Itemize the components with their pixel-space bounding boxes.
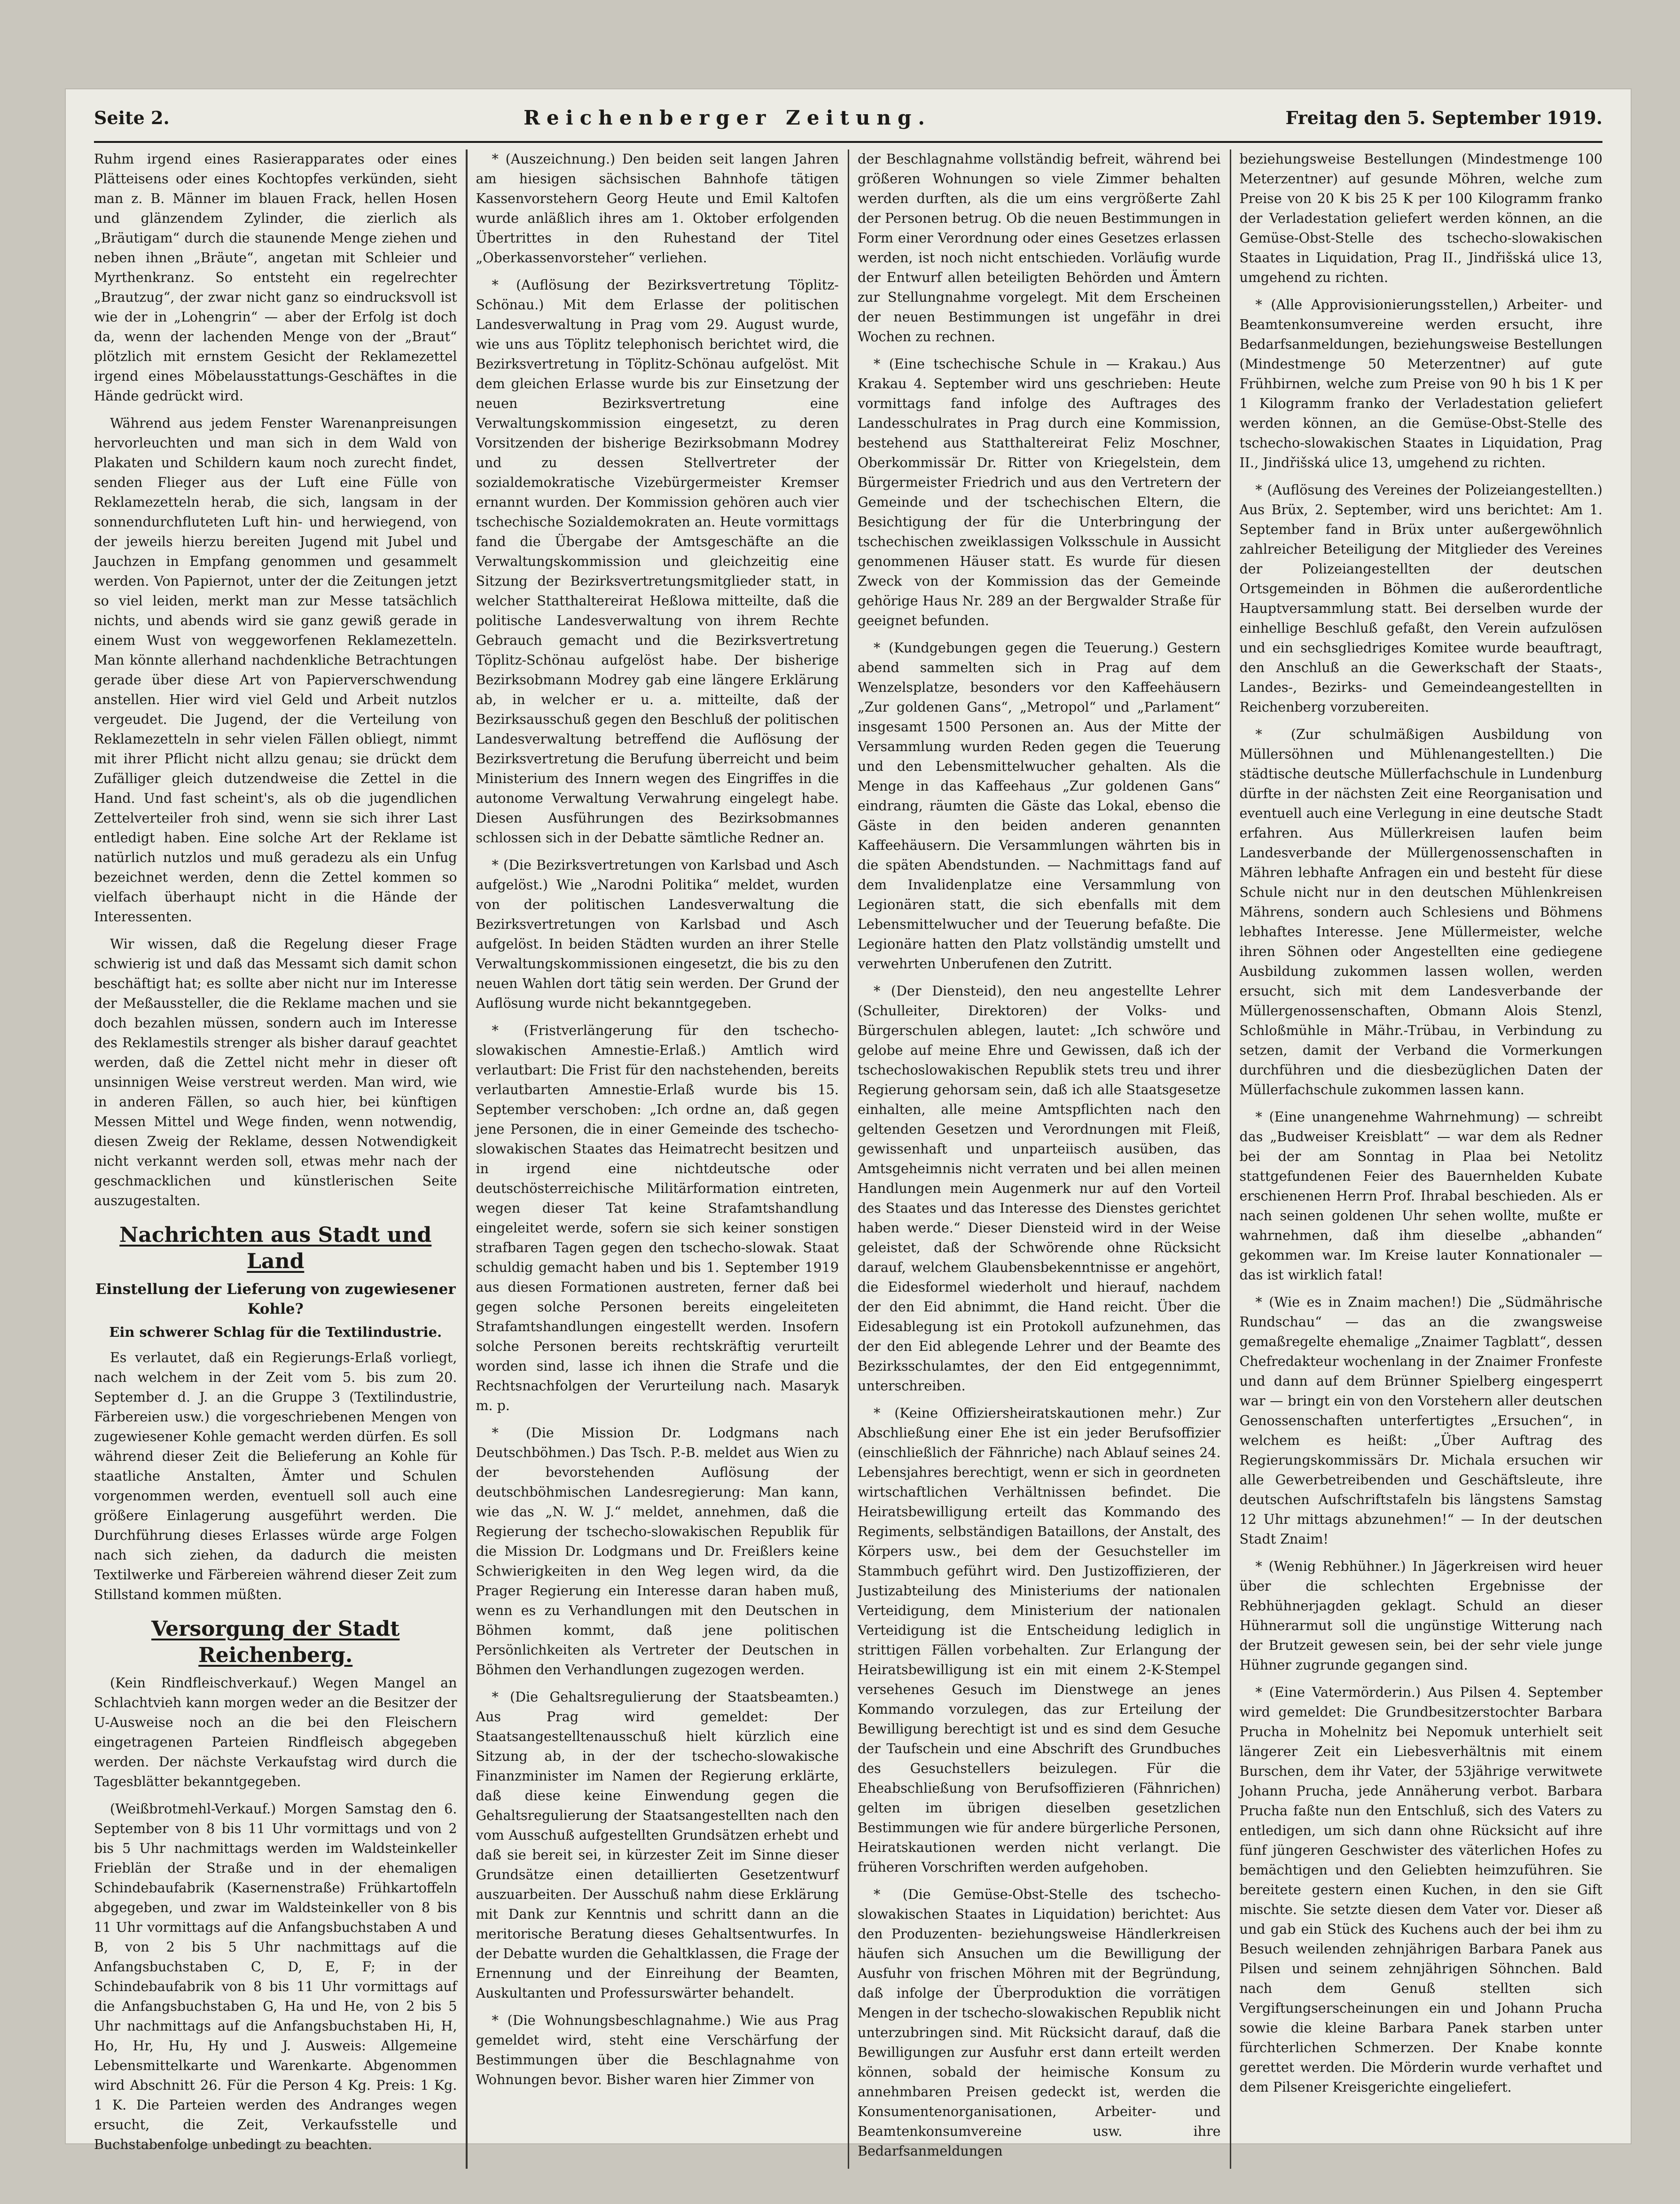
article-paragraph: * (Auflösung des Vereines der Polizeiangestellten.) Aus Brüx, 2. September, wird uns berichtet: Am 1. September fand in Brüx unter außergewöhnlich zahlreicher Beteiligung der Mitglieder des Vereines der Polizeiangestellten der deutschen Ortsgemeinden in Böhmen die außerordentliche Hauptversammlung statt. Bei derselben wurde der einhellige Beschluß gefaßt, den Verein aufzulösen und ein sechsgliedriges Komitee wurde beauftragt, den Anschluß an die Gewerkschaft der Staats-, Landes-, Bezirks- und Gemeindeangestellten in Reichenberg vorzubereiten. (1239, 482, 1602, 715)
article-paragraph: * (Der Diensteid), den neu angestellte Lehrer (Schulleiter, Direktoren) der Volks- und Bürgerschulen ablegen, lautet: „Ich schwöre und gelobe auf meine Ehre und Gewissen, daß ich der tschechoslowakischen Republik stets treu und ihrer Regierung gehorsam sein, daß ich alle Staatsgesetze einhalten, alle meine Amtspflichten nach den geltenden Gesetzen und Verordnungen mit Fleiß, gewissenhaft und unparteiisch ausüben, das Amtsgeheimnis nicht verraten und bei allen meinen Handlungen mein Augenmerk nur auf den Vorteil des Staates und das Interesse des Dienstes gerichtet haben werde.“ Dieser Diensteid wird in der Weise geleistet, daß der Schwörende ohne Rücksicht darauf, welchem Glaubensbekenntnisse er angehört, die Eidesformel wiederholt und hierauf, nachdem der den Eid abnimmt, die Hand reicht. Über die Eidesablegung ist ein Protokoll aufzunehmen, das der den Eid ablegende Lehrer und der Beamte des Bezirksschulamtes, der den Eid entgegennimmt, unterschreiben. (858, 983, 1221, 1394)
section-heading: Nachrichten aus Stadt und Land (119, 1223, 432, 1273)
column-1 (94, 149, 457, 2169)
article-paragraph: * (Keine Offiziersheiratskautionen mehr.) Zur Abschließung einer Ehe ist ein jeder Berufsoffizier (einschließlich der Fähnriche) nach Ablauf seines 24. Lebensjahres berechtigt, wenn er sich in geordneten wirtschaftlichen Verhältnissen befindet. Die Heiratsbewilligung erteilt das Kommando des Regiments, selbständigen Bataillons, der Anstalt, des Körpers usw., bei dem der Gesuchsteller im Stammbuch geführt wird. Den Justizoffizieren, der Justizabteilung des Ministeriums der nationalen Verteidigung, dem Ministerium der nationalen Verteidigung ist die Entscheidung lediglich in strittigen Fällen vorbehalten. Zur Erlangung der Heiratsbewilligung ist ein mit einem 2-K-Stempel versehenes Gesuch im Dienstwege an jenes Kommando vorzulegen, das zur Erteilung der Bewilligung berechtigt ist und es sind dem Gesuche der Taufschein und eine Abschrift des Grundbuches des Gesuchstellers beizulegen. Für die Eheabschließung von Berufsoffizieren (Fähnrichen) gelten im übrigen dieselben gesetzlichen Bestimmungen wie für andere bürgerliche Personen, Heiratskautionen werden nicht verlangt. Die früheren Vorschriften werden aufgehoben. (858, 1405, 1221, 1875)
newspaper-title: Reichenberger Zeitung. (524, 106, 931, 129)
article-paragraph: * (Zur schulmäßigen Ausbildung von Müllersöhnen und Mühlenangestellten.) Die städtische deutsche Müllerfachschule in Lundenburg dürfte in der nächsten Zeit eine Reorganisation und eventuell auch eine Verlegung in eine deutsche Stadt erfahren. Aus Müllerkreisen laufen beim Landesverbande der Müllergenossenschaften in Mähren lebhafte Anfragen ein und besteht für diese Schule nicht nur in den deutschen Mühlenkreisen Mährens, sondern auch Schlesiens und Böhmens lebhaftes Interesse. Jene Müllermeister, welche ihren Söhnen oder Angestellten eine gediegene Ausbildung zukommen lassen wollen, werden ersucht, sich mit dem Landesverbande der Müllergenossenschaften, Obmann Alois Stenzl, Schloßmühle in Mähr.-Trübau, in Verbindung zu setzen, damit der Verband die Vormerkungen durchführen und die diesbezüglichen Daten der Müllerfachschule zukommen lassen kann. (1239, 727, 1602, 1098)
article-paragraph: * (Die Gemüse-Obst-Stelle des tschecho-slowakischen Staates in Liquidation) berichtet: Aus den Produzenten- beziehungsweise Händlerkreisen häufen sich Ansuchen um die Bewilligung der Ausfuhr von frischen Möhren mit der Begründung, daß infolge der Überproduktion die vorrätigen Mengen in der tschecho-slowakischen Republik nicht unterzubringen sind. Mit Rücksicht darauf, daß die Bewilligungen zur Ausfuhr erst dann erteilt werden können, sobald der heimische Konsum zu annehmbaren Preisen gedeckt ist, werden die Konsumentenorganisationen, Arbeiter- und Beamtenkonsumvereine usw. ihre Bedarfsanmeldungen (858, 1887, 1221, 2159)
section-heading: Versorgung der Stadt Reichenberg. (151, 1617, 400, 1667)
article-paragraph: * (Eine unangenehme Wahrnehmung) — schreibt das „Budweiser Kreisblatt“ — war dem als Redner bei der am Sonntag in Plaa bei Netolitz stattgefundenen Feier des Bauernhelden Kubate erschienenen Herrn Prof. Ihrabal beschieden. Als er nach seinen goldenen Uhr sehen wollte, mußte er wahrnehmen, daß ihm dieselbe „abhanden“ gekommen war. Im Kreise lauter Konnationaler — das ist wirklich fatal! (1239, 1109, 1602, 1283)
newspaper-page (66, 89, 1631, 2159)
article-paragraph: (Kein Rindfleischverkauf.) Wegen Mangel an Schlachtvieh kann morgen weder an die Besitzer der U-Ausweise noch an die bei den Fleischern eingetragenen Parteien Rindfleisch abgegeben werden. Der nächste Verkaufstag wird durch die Tagesblätter bekanntgegeben. (94, 1675, 457, 1789)
article-paragraph: * (Eine Vatermörderin.) Aus Pilsen 4. September wird gemeldet: Die Grundbesitzerstochter Barbara Prucha in Mohelnitz bei Nepomuk unterhielt seit längerer Zeit ein Liebesverhältnis mit einem Burschen, dem ihr Vater, der 53jährige verwitwete Johann Prucha, jede Annäherung verbot. Barbara Prucha faßte nun den Entschluß, sich des Vaters zu entledigen, um sich dann ohne Rücksicht auf ihre fünf jüngeren Geschwister des väterlichen Hofes zu bemächtigen und den Geliebten heimzuführen. Sie bereitete gestern einen Kuchen, in den sie Gift mischte. Sie setzte diesen dem Vater vor. Dieser aß und gab ein Stück des Kuchens auch der bei ihm zu Besuch weilenden zehnjährigen Barbara Panek aus Pilsen und seinem zehnjährigen Söhnchen. Bald nach dem Genuß stellten sich Vergiftungserscheinungen ein und Johann Prucha sowie die kleine Barbara Panek starben unter fürchterlichen Schmerzen. Der Knabe konnte gerettet werden. Die Mörderin wurde verhaftet und dem Pilsener Kreisgerichte eingeliefert. (1239, 1685, 1602, 2095)
column-2 (476, 149, 839, 2169)
article-paragraph: * (Auszeichnung.) Den beiden seit langen Jahren am hiesigen sächsischen Bahnhofe tätigen Kassenvorstehern Georg Heute und Emil Kaltofen wurde anläßlich ihres am 1. Oktober erfolgenden Übertrittes in den Ruhestand der Titel „Oberkassenvorsteher“ verliehen. (476, 151, 839, 266)
article-paragraph: * (Alle Approvisionierungsstellen,) Arbeiter- und Beamtenkonsumvereine werden ersucht, ihre Bedarfsanmeldungen, beziehungsweise Bestellungen (Mindestmenge 50 Meterzentner) auf gute Frühbirnen, welche zum Preise von 90 h bis 1 K per 1 Kilogramm franko der Verladestation geliefert werden können, an die Gemüse-Obst-Stelle des tschecho-slowakischen Staates in Liquidation, Prag II., Jindřišská ulice 13, umgehend zu richten. (1239, 297, 1602, 471)
article-subheading: Ein schwerer Schlag für die Textilindustrie. (109, 1324, 442, 1340)
article-paragraph: (Weißbrotmehl-Verkauf.) Morgen Samstag den 6. September von 8 bis 11 Uhr vormittags und von 2 bis 5 Uhr nachmittags werden im Waldsteinkeller Frieblän der Straße und in der ehemaligen Schindebaufabrik (Kasernenstraße) Frühkartoffeln abgegeben, und zwar im Waldsteinkeller von 8 bis 11 Uhr vormittags auf die Anfangsbuchstaben A und B, von 2 bis 5 Uhr nachmittags auf die Anfangsbuchstaben C, D, E, F; in der Schindebaufabrik von 8 bis 11 Uhr vormittags auf die Anfangsbuchstaben G, Ha und He, von 2 bis 5 Uhr nachmittags auf die Anfangsbuchstaben Hi, H, Ho, Hr, Hu, Hy und J. Ausweis: Allgemeine Lebensmittelkarte und Warenkarte. Abgenommen wird Abschnitt 26. Für die Person 4 Kg. Preis: 1 Kg. 1 K. Die Parteien werden des Andranges wegen ersucht, die Zeit, Verkaufsstelle und Buchstabenfolge unbedingt zu beachten. (94, 1801, 457, 2152)
column-4 (1240, 149, 1603, 2169)
article-paragraph: * (Kundgebungen gegen die Teuerung.) Gestern abend sammelten sich in Prag auf dem Wenzelsplatze, besonders vor den Kaffeehäusern „Zur goldenen Gans“, „Metropol“ und „Parlament“ insgesamt 1500 Personen an. Aus der Mitte der Versammlung wurden Reden gegen die Teuerung und den Lebensmittelwucher gehalten. Als die Menge in das Kaffeehaus „Zur goldenen Gans“ eindrang, räumten die Gäste das Lokal, ebenso die Gäste in den beiden anderen genannten Kaffeehäusern. Die Versammlungen währten bis in die späten Abendstunden. — Nachmittags fand auf dem Invalidenplatze eine Versammlung von Legionären statt, die sich ebenfalls mit dem Lebensmittelwucher und der Teuerung befaßte. Die Legionäre hatten den Platz vollständig umstellt und verwehrten Unberufenen den Zutritt. (858, 640, 1221, 972)
article-paragraph: * (Die Bezirksvertretungen von Karlsbad und Asch aufgelöst.) Wie „Narodni Politika“ meldet, wurden von der politischen Landesverwaltung die Bezirksvertretungen von Karlsbad und Asch aufgelöst. In beiden Städten wurden an ihrer Stelle Verwaltungskommissionen eingesetzt, die bis zu den neuen Wahlen dort tätig sein werden. Der Grund der Auflösung wurde nicht bekanntgegeben. (476, 857, 839, 1011)
article-paragraph: * (Fristverlängerung für den tschecho-slowakischen Amnestie-Erlaß.) Amtlich wird verlautbart: Die Frist für den nachstehenden, bereits verlautbarten Amnestie-Erlaß wurde bis 15. September verschoben: „Ich ordne an, daß gegen jene Personen, die in einer Gemeinde des tschecho-slowakischen Staates das Heimatrecht besitzen und in irgend eine nichtdeutsche oder deutschösterreichische Militärformation eintreten, wegen dieser Tat keine Strafamtshandlung eingeleitet werde, sofern sie sich keiner sonstigen strafbaren Tagen gegen den tschecho-slowak. Staat schuldig gemacht haben und bis 1. September 1919 aus diesen Formationen austreten, ferner daß bei gegen solche Personen bereits eingeleiteten Strafamtshandlungen eingestellt werden. Insofern solche Personen bereits rechtskräftig verurteilt worden sind, lasse ich ihnen die Strafe und die Rechtsnachfolgen der Verurteilung nach. Masaryk m. p. (476, 1023, 839, 1413)
article-paragraph: * (Die Gehaltsregulierung der Staatsbeamten.) Aus Prag wird gemeldet: Der Staatsangestelltenausschuß hielt kürzlich eine Sitzung ab, in der der tschecho-slowakische Finanzminister im Namen der Regierung erklärte, daß diese keine Einwendung gegen die Gehaltsregulierung der Staatsangestellten nach den vom Ausschuß aufgestellten Grundsätzen erhebt und daß sie bereit sei, in kürzester Zeit im Sinne dieser Grundsätze einen detaillierten Gesetzentwurf auszuarbeiten. Der Ausschuß nahm diese Erklärung mit Dank zur Kenntnis und schritt dann an die meritorische Beratung dieses Gehaltsentwurfes. In der Debatte wurden die Gehaltklassen, die Frage der Ernennung und der Einreihung der Beamten, Auskultanten und Professurswärter behandelt. (476, 1689, 839, 2001)
article-paragraph: * (Wie es in Znaim machen!) Die „Südmährische Rundschau“ — das an die zwangsweise gemaßregelte ehemalige „Znaimer Tagblatt“, dessen Chefredakteur wochenlang in der Znaimer Fronfeste und dann auf dem Brünner Spielberg eingesperrt war — bringt ein von den Vorstehern aller deutschen Genossenschaften unterfertigtes „Ersuchen“, in welchem es heißt: „Über Auftrag des Regierungskommissärs Dr. Michala ersuchen wir alle Gewerbetreibenden und Geschäftsleute, ihre deutschen Aufschriftstafeln bis längstens Samstag 12 Uhr mittags abzunehmen!“ — In der deutschen Stadt Znaim! (1239, 1294, 1602, 1547)
page-number: Seite 2. (94, 107, 170, 128)
article-paragraph: * (Eine tschechische Schule in — Krakau.) Aus Krakau 4. September wird uns geschrieben: Heute vormittags fand infolge des Auftrages des Landesschulrates in Prag durch eine Kommission, bestehend aus Statthaltereirat Feliz Moschner, Oberkommissär Dr. Ritter von Kriegelstein, dem Bürgermeister Friedrich und aus den Vertretern der Gemeinde und der tschechischen Eltern, die Besichtigung der für die Unterbringung der tschechischen zweiklassigen Volksschule in Aussicht genommenen Häuser statt. Es wurde für diesen Zweck von der Kommission das der Gemeinde gehörige Haus Nr. 289 an der Bergwalder Straße für geeignet befunden. (858, 356, 1221, 628)
masthead (94, 99, 1602, 136)
article-columns (94, 149, 1602, 2159)
issue-date: Freitag den 5. September 1919. (1285, 107, 1602, 128)
article-paragraph: Während aus jedem Fenster Warenanpreisungen hervorleuchten und man sich in dem Wald von Plakaten und Schildern kaum noch zurecht findet, senden Flieger aus der Luft eine Fülle von Reklamezetteln herab, die sich, langsam in der sonnendurchfluteten Luft hin- und herwiegend, von der jeweils hierzu bereiten Jugend mit Jubel und Jauchzen in Empfang genommen und gesammelt werden. Von Papiernot, unter der die Zeitungen jetzt so viel leiden, merkt man zur Messe tatsächlich nichts, und abends wird sie ganz gewiß gerade in einem Wust von weggeworfenen Reklamezetteln. Man könnte allerhand nachdenkliche Betrachtungen gerade über diese Art von Papierverschwendung anstellen. Hier wird viel Geld und Arbeit nutzlos vergeudet. Die Jugend, der die Verteilung von Reklamezetteln in sehr vielen Fällen obliegt, nimmt mit ihrer Pflicht nicht allzu genau; sie drückt dem Zufälliger gleich dutzendweise die Zettel in die Hand. Und fast scheint's, als ob die jugendlichen Zettelverteiler froh sind, wenn sie sich ihrer Last entledigt haben. Eine solche Art der Reklame ist natürlich nutzlos und muß geradezu als ein Unfug bezeichnet werden, denn die Zettel kommen so vielfach überhaupt nicht in die Hände der Interessenten. (94, 416, 457, 925)
article-paragraph: * (Die Mission Dr. Lodgmans nach Deutschböhmen.) Das Tsch. P.-B. meldet aus Wien zu der bevorstehenden Auflösung der deutschböhmischen Landesregierung: Man kann, wie das „N. W. J.“ meldet, annehmen, daß die Regierung der tschecho-slowakischen Republik für die Mission Dr. Lodgmans und Dr. Freißlers keine Schwierigkeiten in den Weg legen wird, da die Prager Regierung ein Interesse daran haben muß, wenn es zu Verhandlungen mit den Deutschen in Böhmen kommt, daß jene politischen Persönlichkeiten als Vertreter der Deutschen in Böhmen den Verhandlungen zugezogen werden. (476, 1425, 839, 1678)
column-3 (858, 149, 1221, 2169)
article-paragraph: Ruhm irgend eines Rasierapparates oder eines Plätteisens oder eines Kochtopfes verkünden, sieht man z. B. Männer im blauen Frack, hellen Hosen und glänzendem Zylinder, die zierlich als „Bräutigam“ durch die staunende Menge ziehen und neben ihnen „Bräute“, angetan mit Schleier und Myrthenkranz. So entsteht ein regelrechter „Brautzug“, der zwar nicht ganz so eindrucksvoll ist wie der in „Lohengrin“ — aber der Erfolg ist doch da, wenn der lachenden Menge von der „Braut“ plötzlich mit ernstem Gesicht der Reklamezettel irgend eines Möbelausstattungs-Geschäftes in die Hände gedrückt wird. (94, 151, 457, 404)
article-paragraph: Es verlautet, daß ein Regierungs-Erlaß vorliegt, nach welchem in der Zeit vom 5. bis zum 20. September d. J. an die Gruppe 3 (Textilindustrie, Färbereien usw.) die vorgeschriebenen Mengen von zugewiesener Kohle gemacht werden dürfen. Es soll während dieser Zeit die Belieferung an Kohle für staatliche Anstalten, Ämter und Schulen vorgenommen werden, eventuell soll auch eine größere Einlagerung ausgeführt werden. Die Durchführung dieses Erlasses würde arge Folgen nach sich ziehen, da dadurch die meisten Textilwerke und Färbereien während dieser Zeit zum Stillstand kommen müßten. (94, 1350, 457, 1602)
article-paragraph: * (Die Wohnungsbeschlagnahme.) Wie aus Prag gemeldet wird, steht eine Verschärfung der Bestimmungen über die Beschlagnahme von Wohnungen bevor. Bisher waren hier Zimmer von (476, 2013, 839, 2087)
article-paragraph: der Beschlagnahme vollständig befreit, während bei größeren Wohnungen so viele Zimmer behalten werden durften, als die um eins vergrößerte Zahl der Personen betrug. Ob die neuen Bestimmungen in Form einer Verordnung oder eines Gesetzes erlassen werden, ist noch nicht entschieden. Vorläufig wurde der Entwurf allen beteiligten Behörden und Ämtern zur Stellungnahme vorgelegt. Mit dem Erscheinen der neuen Bestimmungen ist ungefähr in drei Wochen zu rechnen. (858, 151, 1221, 345)
article-paragraph: * (Wenig Rebhühner.) In Jägerkreisen wird heuer über die schlechten Ergebnisse der Rebhühnerjagden geklagt. Schuld an dieser Hühnerarmut soll die ungünstige Witterung nach der Brutzeit gewesen sein, bei der sehr viele junge Hühner zugrunde gegangen sind. (1239, 1559, 1602, 1673)
article-paragraph: beziehungsweise Bestellungen (Mindestmenge 100 Meterzentner) auf gesunde Möhren, welche zum Preise von 20 K bis 25 K per 100 Kilogramm franko der Verladestation geliefert werden können, an die Gemüse-Obst-Stelle des tschecho-slowakischen Staates in Liquidation, Prag II., Jindřišská ulice 13, umgehend zu richten. (1239, 151, 1602, 285)
article-paragraph: * (Auflösung der Bezirksvertretung Töplitz-Schönau.) Mit dem Erlasse der politischen Landesverwaltung in Prag vom 29. August wurde, wie uns aus Töplitz telephonisch berichtet wird, die Bezirksvertretung in Töplitz-Schönau aufgelöst. Mit dem gleichen Erlasse wurde bis zur Einsetzung der neuen Bezirksvertretung eine Verwaltungskommission eingesetzt, zu deren Vorsitzenden der bisherige Bezirksobmann Modrey und zu dessen Stellvertreter der sozialdemokratische Vizebürgermeister Kremser ernannt wurden. Der Kommission gehören auch vier tschechische Sozialdemokraten an. Heute vormittags fand die Übergabe der Amtsgeschäfte an die Verwaltungskommission und gleichzeitig eine Sitzung der Bezirksvertretungsmitglieder statt, in welcher Statthaltereirat Heßlowa mitteilte, daß die politische Landesverwaltung von ihrem Rechte Gebrauch gemacht und die Bezirksvertretung Töplitz-Schönau aufgelöst habe. Der bisherige Bezirksobmann Modrey gab eine längere Erklärung ab, in welcher er u. a. mitteilte, daß der Bezirksausschuß gegen den Beschluß der politischen Landesverwaltung betreffend die Auflösung der Bezirksvertretung die Berufung überreicht und beim Ministerium des Innern wegen des Eingriffes in die autonome Verwaltung Verwahrung eingelegt habe. Diesen Ausführungen des Bezirksobmannes schlossen sich in der Debatte sämtliche Redner an. (476, 277, 839, 846)
article-paragraph: Wir wissen, daß die Regelung dieser Frage schwierig ist und daß das Messamt sich damit schon beschäftigt hat; es sollte aber nicht nur im Interesse der Meßaussteller, die die Reklame machen und sie doch bezahlen müssen, sondern auch im Interesse des Reklamestils strenger als bisher darauf geachtet werden, daß die Zettel nicht mehr in dieser oft unsinnigen Weise verstreut werden. Man wird, wie in anderen Fällen, so auch hier, bei künftigen Messen Mittel und Wege finden, wenn notwendig, diesen Zweig der Reklame, dessen Notwendigkeit nicht verkannt werden soll, etwas mehr nach der geschmacklichen und künstlerischen Seite auszugestalten. (94, 936, 457, 1208)
article-heading: Einstellung der Lieferung von zugewiesener Kohle? (95, 1281, 456, 1318)
header-rule (94, 141, 1602, 143)
